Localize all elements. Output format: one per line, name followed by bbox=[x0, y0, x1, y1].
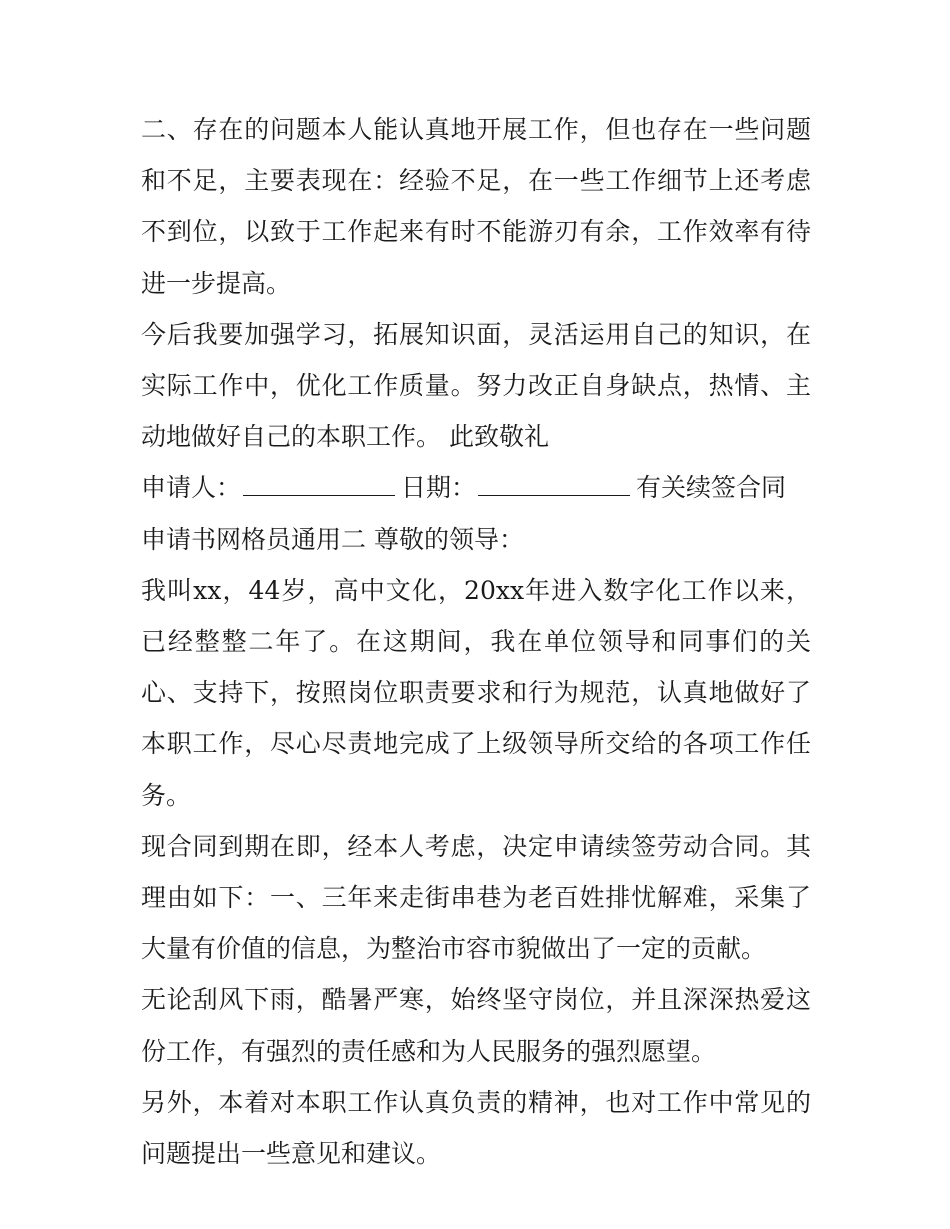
date-blank bbox=[478, 475, 630, 496]
paragraph-dedication: 无论刮风下雨，酷暑严寒，始终坚守岗位，并且深深热爱这份工作，有强烈的责任感和为人民服务的强烈愿望。 bbox=[141, 985, 811, 1066]
signature-trailing-text: 有关续签合同 bbox=[636, 473, 787, 503]
paragraph-suggestions: 另外，本着对本职工作认真负责的精神，也对工作中常见的问题提出一些意见和建议。 bbox=[141, 1087, 811, 1169]
document-body bbox=[141, 104, 811, 1179]
paragraph-reasons: 现合同到期在即，经本人考虑，决定申请续签劳动合同。其理由如下：一、三年来走街串巷为老百姓排忧解难，采集了大量有价值的信息，为整治市容市貌做出了一定的贡献。 bbox=[141, 831, 811, 964]
paragraph-problems: 二、存在的问题本人能认真地开展工作，但也存在一些问题和不足，主要表现在：经验不足，在一些工作细节上还考虑不到位，以致于工作起来有时不能游刃有余，工作效率有待进一步提高。 bbox=[141, 115, 811, 298]
signature-line bbox=[141, 462, 811, 513]
paragraph-improvement: 今后我要加强学习，拓展知识面，灵活运用自己的知识，在实际工作中，优化工作质量。努力改正自身缺点，热情、主动地做好自己的本职工作。 此致敬礼 bbox=[141, 319, 811, 452]
date-label: 日期： bbox=[401, 473, 477, 503]
applicant-blank bbox=[243, 475, 395, 496]
paragraph-introduction: 我叫xx，44岁，高中文化，20xx年进入数字化工作以来，已经整整二年了。在这期间，我在单位领导和同事们的关心、支持下，按照岗位职责要求和行为规范，认真地做好了本职工作，尽心尽责地完成了上级领导所交给的各项工作任务。 bbox=[141, 575, 811, 810]
applicant-label: 申请人： bbox=[141, 473, 242, 503]
paragraph-heading-salutation: 申请书网格员通用二 尊敬的领导： bbox=[141, 524, 524, 554]
